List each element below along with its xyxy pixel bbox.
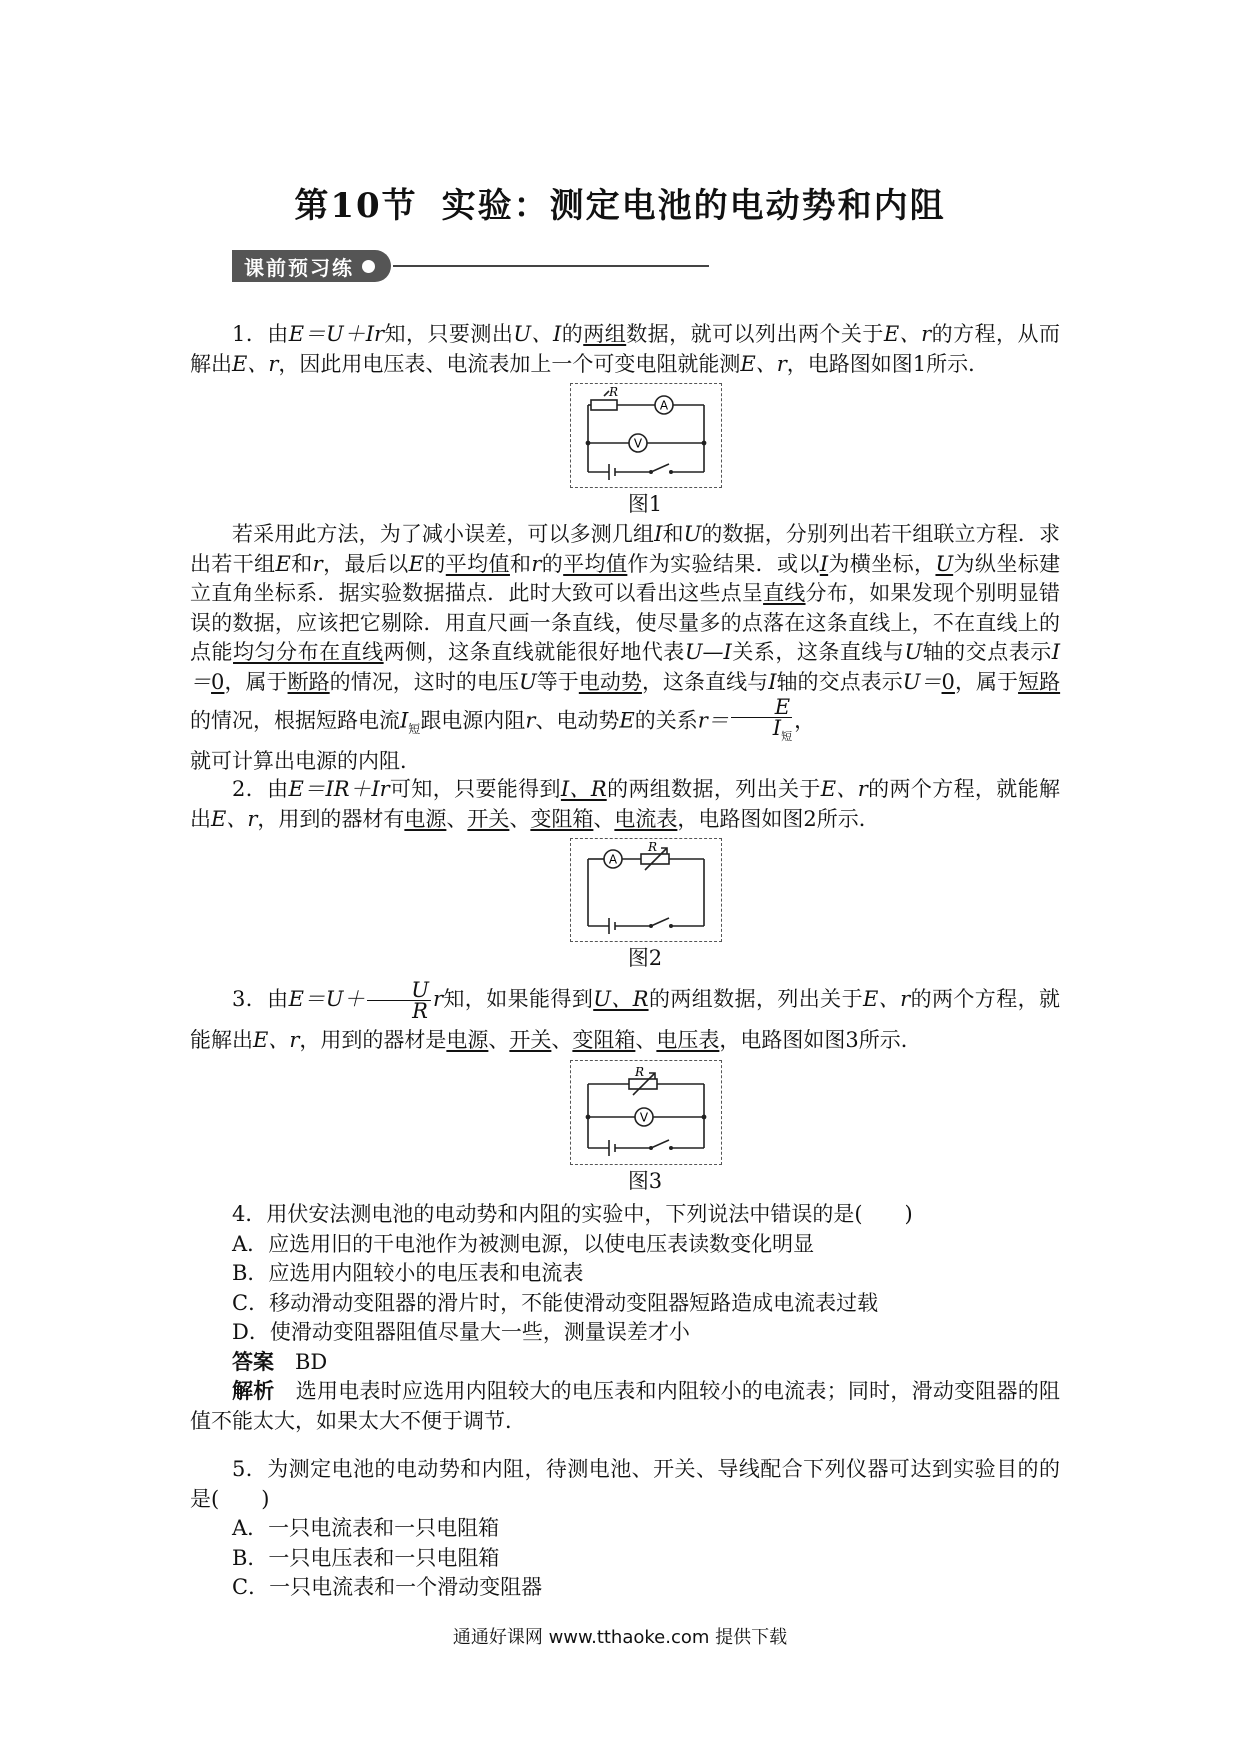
question-5-stem: 5．为测定电池的电动势和内阻，待测电池、开关、导线配合下列仪器可达到实验目的的是( ) bbox=[190, 1457, 1060, 1511]
ammeter-label: A bbox=[659, 398, 669, 413]
answer-value: BD bbox=[295, 1349, 328, 1374]
circuit-diagram-1 bbox=[571, 384, 721, 487]
voltmeter-label: V bbox=[639, 1110, 649, 1125]
item-2 bbox=[190, 775, 1060, 834]
ammeter-label: A bbox=[608, 852, 618, 867]
resistor-label: R bbox=[609, 385, 619, 399]
analysis bbox=[190, 1377, 1060, 1436]
item-3-text: 3．由E＝U＋ $\frac{U}{R}$ r知，如果能得到U、R的两组数据，列出关于E、r的两个方程，就能解出E、r，用到的器材是电源、开关、变阻箱、电压表，电路图如图3所示． bbox=[190, 978, 1061, 1052]
figure-3-caption: 图3 bbox=[627, 1169, 663, 1193]
option-c: C．一只电流表和一个滑动变阻器 bbox=[232, 1575, 543, 1599]
option-c: C．移动滑动变阻器的滑片时，不能使滑动变阻器短路造成电流表过载 bbox=[232, 1290, 879, 1315]
option-a: A．应选用旧的干电池作为被测电源，以使电压表读数变化明显 bbox=[232, 1231, 815, 1256]
explanation-text: 若采用此方法，为了减小误差，可以多测几组I和U的数据，分别列出若干组联立方程．求出若干组E和r，最后以E的平均值和r的平均值作为实验结果．或以I为横坐标，U为纵坐标建立直角坐标系．据实验数据描点．此时大致可以看出这些点呈直线分布，如果发现个别明显错误的数据，应该把它剔除．用直尺画一条直线，使尽量多的点落在这条直线上，不在直线上的点能均匀分布在直线两侧，这条直线就能很好地代表U—I关系，这条直线与U轴的交点表示I＝0，属于断路的情况，这时的电压U等于电动势，这条直线与I轴的交点表示U＝0，属于短路的情况，根据短路电流$I_短$跟电源内阻r、电动势E的关系r＝ $\frac{E}{I_短}$ ， bbox=[190, 520, 1060, 747]
option-b: B．一只电压表和一只电阻箱 bbox=[232, 1545, 500, 1570]
figure-2 bbox=[570, 838, 722, 942]
question-4 bbox=[190, 1200, 1060, 1436]
item-1-text: 1．由E＝U＋Ir知，只要测出U、I的两组数据，就可以列出两个关于E、r的方程，从而解出E、r，因此用电压表、电流表加上一个可变电阻就能测E、r，电路图如图1所示． bbox=[190, 322, 1061, 376]
page-title bbox=[0, 178, 1240, 227]
figure-1-caption: 图1 bbox=[627, 492, 663, 516]
blank-answer: 两组 bbox=[583, 322, 627, 346]
banner-tag bbox=[232, 250, 391, 282]
circuit-diagram-3 bbox=[571, 1061, 721, 1164]
question-5 bbox=[190, 1455, 1060, 1603]
option-a: A．一只电流表和一只电阻箱 bbox=[232, 1516, 500, 1540]
banner-label: 课前预习练 bbox=[244, 255, 354, 280]
analysis-text: 选用电表时应选用内阻较大的电压表和内阻较小的电流表；同时，滑动变阻器的阻值不能太大，如果太大不便于调节． bbox=[190, 1379, 1061, 1433]
analysis-label: 解析 bbox=[232, 1379, 275, 1403]
item-3 bbox=[190, 980, 1060, 1059]
explanation-conclusion: 就可计算出电源的内阻． bbox=[190, 749, 421, 774]
banner-rule bbox=[393, 265, 709, 267]
figure-2-caption: 图2 bbox=[627, 946, 663, 970]
section-title: 实验：测定电池的电动势和内阻 bbox=[441, 186, 946, 226]
fraction: $\frac{E}{I_短}$ bbox=[731, 697, 792, 747]
item-1-explanation bbox=[190, 520, 1060, 777]
circuit-diagram-2 bbox=[571, 839, 721, 941]
item-1 bbox=[190, 320, 1060, 379]
bullet-icon bbox=[362, 260, 375, 273]
section-number: 第10节 bbox=[294, 186, 418, 226]
question-4-stem: 4．用伏安法测电池的电动势和内阻的实验中，下列说法中错误的是( ) bbox=[232, 1202, 913, 1226]
section-banner bbox=[232, 250, 709, 282]
fraction: $\frac{U}{R}$ bbox=[367, 980, 431, 1021]
resistor-label: R bbox=[635, 1065, 645, 1079]
figure-3 bbox=[570, 1060, 722, 1165]
answer-line bbox=[190, 1348, 1060, 1378]
voltmeter-label: V bbox=[633, 436, 643, 451]
resistor-label: R bbox=[648, 840, 658, 854]
page-footer: 通通好课网 www.tthaoke.com 提供下载 bbox=[452, 1627, 788, 1648]
answer-label: 答案 bbox=[232, 1349, 274, 1374]
figure-1 bbox=[570, 383, 722, 488]
item-2-text: 2．由E＝IR＋Ir可知，只要能得到I、R的两组数据，列出关于E、r的两个方程，就能解出E、r，用到的器材有电源、开关、变阻箱、电流表，电路图如图2所示． bbox=[190, 777, 1061, 831]
option-d: D．使滑动变阻器阻值尽量大一些，测量误差才小 bbox=[232, 1320, 690, 1344]
option-b: B．应选用内阻较小的电压表和电流表 bbox=[232, 1261, 584, 1285]
